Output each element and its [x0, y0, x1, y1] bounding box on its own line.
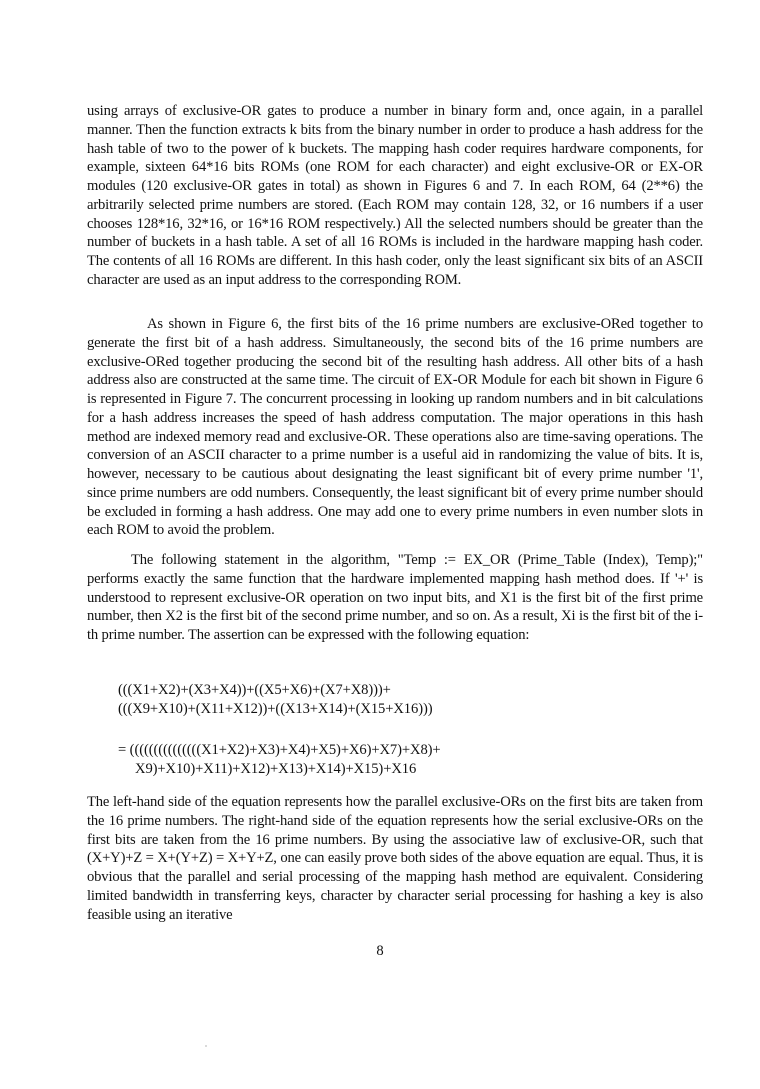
paragraph-exclusive-or-bits: As shown in Figure 6, the first bits of the 16 prime numbers are exclusive-ORed together to generate the first bit of a hash address. Simultaneously, the second bits of the 16 prime numbers are exclusive-ORed together producing the second bit of the resulting hash address. All other bits of a hash address also are constructed at the same time. The circuit of EX-OR Module for each bit shown in Figure 6 is represented in Figure 7. The concurrent processing in looking up random numbers and in bit calculations for a hash address increases the speed of hash address computation. The major operations in this hash method are indexed memory read and exclusive-OR. These operations also are time-saving operations. The conversion of an ASCII character to a prime number is a useful aid in randomizing the value of bits. It is, however, necessary to be cautious about designating the least significant bit of every prime number '1', since prime numbers are odd numbers. Consequently, the least significant bit of every prime number should be excluded in forming a hash address. One may add one to every prime numbers in even number slots in each ROM to avoid the problem. [87, 316, 703, 539]
page-number: 8 [376, 943, 384, 959]
equation-lhs-line-1: (((X1+X2)+(X3+X4))+((X5+X6)+(X7+X8)))+ [118, 682, 391, 698]
equation-rhs-line-1: = (((((((((((((((X1+X2)+X3)+X4)+X5)+X6)+X7)+X8)+ [118, 742, 441, 758]
paragraph-equation-explanation: The left-hand side of the equation represents how the parallel exclusive-ORs on the first bits are taken from the 16 prime numbers. The right-hand side of the equation represents how the serial exclusive-ORs on the first bits are taken from the 16 prime numbers. By using the associative law of exclusive-OR, such that (X+Y)+Z = X+(Y+Z) = X+Y+Z, one can easily prove both sides of the above equation are equal. Thus, it is obvious that the parallel and serial processing of the mapping hash method are equivalent. Considering limited bandwidth in transferring keys, character by character serial processing for hashing a key is also feasible using an iterative [87, 794, 703, 923]
scan-artifact [205, 1045, 207, 1047]
paragraph-rom-hash-coder: using arrays of exclusive-OR gates to produce a number in binary form and, once again, in a parallel manner. Then the function extracts k bits from the binary number in order to produce a hash address for the hash table of two to the power of k buckets. The mapping hash coder requires hardware components, for example, sixteen 64*16 bits ROMs (one ROM for each character) and eight exclusive-OR or EX-OR modules (120 exclusive-OR gates in total) as shown in Figures 6 and 7. In each ROM, 64 (2**6) the arbitrarily selected prime numbers are stored. (Each ROM may contain 128, 32, or 16 numbers if a user chooses 128*16, 32*16, or 16*16 ROM respectively.) All the selected numbers should be greater than the number of buckets in a hash table. A set of all 16 ROMs is included in the hardware mapping hash coder. The contents of all 16 ROMs are different. In this hash coder, only the least significant six bits of an ASCII character are used as an input address to the corresponding ROM. [87, 103, 703, 288]
equation-rhs-line-2: X9)+X10)+X11)+X12)+X13)+X14)+X15)+X16 [135, 761, 417, 777]
equation-lhs-line-2: (((X9+X10)+(X11+X12))+((X13+X14)+(X15+X16))) [118, 701, 433, 717]
paragraph-algorithm-statement: The following statement in the algorithm, "Temp := EX_OR (Prime_Table (Index), Temp);" performs exactly the same function that the hardware implemented mapping hash method does. If '+' is understood to represent exclusive-OR operation on two input bits, and X1 is the first bit of the first prime number, then X2 is the first bit of the second prime number, and so on. As a result, Xi is the first bit of the i-th prime number. The assertion can be expressed with the following equation: [87, 552, 703, 643]
